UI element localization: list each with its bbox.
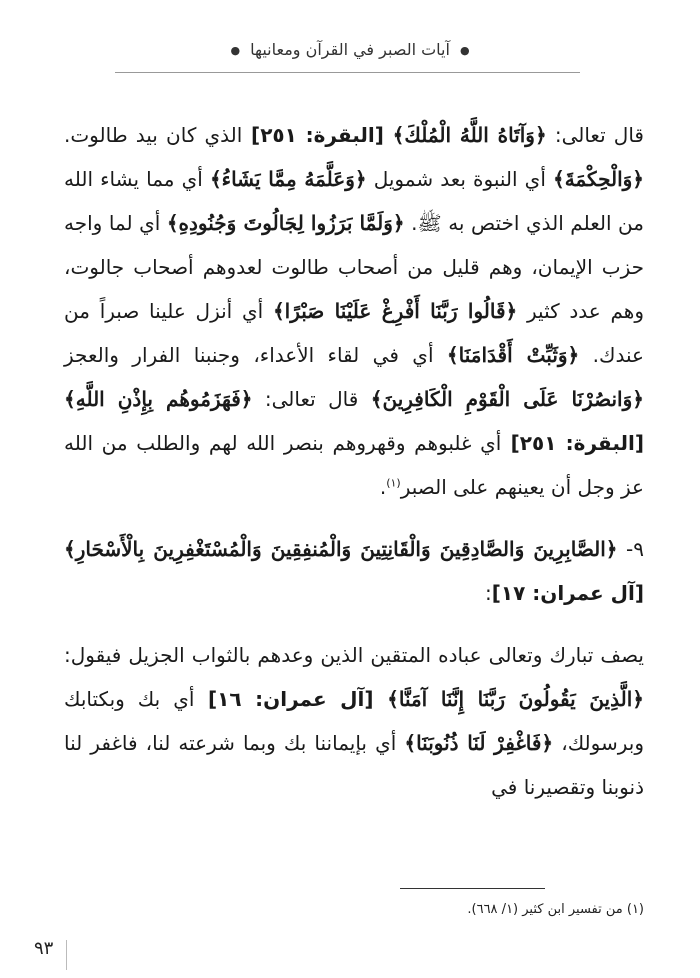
text: يصف تبارك وتعالى عباده المتقين الذين وعدهم بالثواب الجزيل فيقول: — [64, 643, 644, 667]
page-edge-line — [66, 940, 67, 970]
quran-verse: ﴿قَالُوا رَبَّنَا أَفْرِغْ عَلَيْنَا صَبْرًا﴾ — [272, 299, 518, 323]
quran-verse: ﴿الصَّابِرِينَ وَالصَّادِقِينَ وَالْقَانِتِينَ وَالْمُنفِقِينَ وَالْمُسْتَغْفِرِينَ بِالْأَسْحَارِ﴾ — [64, 537, 618, 561]
text: أي أنزل علينا صبراً من عندك. — [64, 299, 644, 367]
text: أي في لقاء الأعداء، وجنبنا الفرار والعجز — [64, 343, 447, 367]
footnote-divider — [400, 888, 545, 889]
quran-verse: ﴿وَانصُرْنَا عَلَى الْقَوْمِ الْكَافِرِينَ﴾ — [370, 387, 644, 411]
quran-verse: ﴿وَثَبِّتْ أَقْدَامَنَا﴾ — [446, 343, 580, 367]
text: قال تعالى: — [546, 123, 644, 147]
text: أي مما يشاء الله من العلم الذي اختص به ﷺ. — [64, 167, 644, 235]
main-text — [64, 113, 644, 809]
quran-verse: ﴿وَالْحِكْمَةَ﴾ — [553, 167, 645, 191]
text: أي غلبوهم وقهروهم بنصر الله لهم والطلب من الله عز وجل أن يعينهم على الصبر — [64, 431, 644, 499]
text: أي بك وبكتابك وبرسولك، — [64, 687, 644, 755]
text: قال تعالى: — [252, 387, 371, 411]
header-divider — [115, 72, 580, 73]
quran-verse: ﴿فَهَزَمُوهُم بِإِذْنِ اللَّهِ﴾ — [64, 387, 253, 411]
paragraph-1 — [64, 113, 644, 509]
page-number: ٩٣ — [34, 938, 54, 959]
footnote: (١) من تفسير ابن كثير (١/ ٦٦٨). — [467, 902, 644, 917]
text: . — [379, 475, 387, 499]
text: الذي كان بيد طالوت. — [64, 123, 243, 147]
quran-verse: ﴿وَعَلَّمَهُ مِمَّا يَشَاءُ﴾ — [209, 167, 367, 191]
spacer — [64, 509, 644, 527]
quran-verse: ﴿فَاغْفِرْ لَنَا ذُنُوبَنَا﴾ — [404, 731, 554, 755]
verse-reference: [البقرة: ٢٥١] — [501, 431, 644, 455]
verse-reference: [البقرة: ٢٥١] — [242, 123, 393, 147]
running-header — [0, 40, 700, 59]
footnote-marker: (١) — [386, 476, 401, 490]
verse-reference: [آل عمران: ١٦] — [194, 687, 388, 711]
paragraph-2 — [64, 633, 644, 809]
spacer — [64, 615, 644, 633]
text: : — [484, 581, 492, 605]
running-title: آيات الصبر في القرآن ومعانيها — [250, 40, 450, 59]
bullet-icon: ● — [459, 44, 470, 57]
verse-reference: [آل عمران: ١٧] — [491, 581, 644, 605]
item-number: ٩- — [617, 537, 644, 561]
text: أي لما واجه حزب الإيمان، وهم قليل من أصحاب طالوت لعدوهم أصحاب جالوت، وهم عدد كثير — [64, 211, 644, 323]
bullet-icon: ● — [230, 44, 241, 57]
item-9-heading — [64, 527, 644, 615]
quran-verse: ﴿وَآتَاهُ اللَّهُ الْمُلْكَ﴾ — [392, 123, 547, 147]
text: أي بإيماننا بك وبما شرعته لنا، فاغفر لنا ذنوبنا وتقصيرنا في — [64, 731, 644, 799]
text: أي النبوة بعد شمويل — [366, 167, 554, 191]
quran-verse: ﴿وَلَمَّا بَرَزُوا لِجَالُوتَ وَجُنُودِهِ﴾ — [166, 211, 405, 235]
quran-verse: ﴿الَّذِينَ يَقُولُونَ رَبَّنَا إِنَّنَا آمَنَّا﴾ — [387, 687, 644, 711]
